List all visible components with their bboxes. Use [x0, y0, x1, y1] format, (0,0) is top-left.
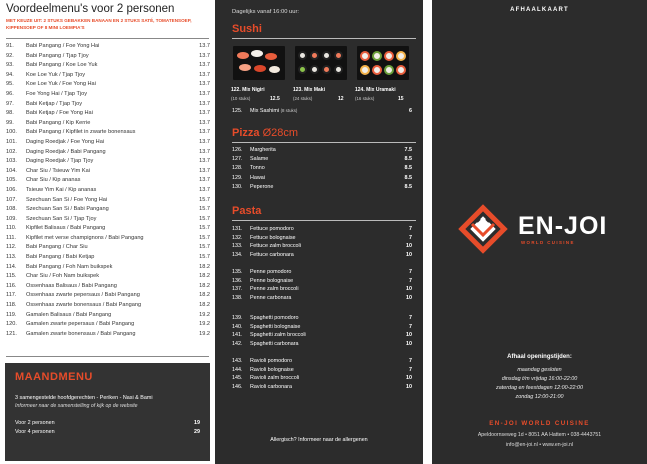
item-name: Ravioli pomodoro — [250, 358, 292, 364]
sushi-item: 123. Mix Maki — [293, 87, 325, 93]
menu-item — [6, 320, 210, 330]
item-number: 95. — [6, 81, 14, 88]
item-name: Tsieuw Yim Kai / Kip ananas — [26, 186, 97, 193]
maandmenu-box — [5, 363, 210, 461]
sushi-item-sub: (16 stuks) — [355, 96, 375, 101]
logo-subtitle: WORLD CUISINE — [521, 240, 575, 245]
item-name: Spaghetti zalm broccoli — [250, 332, 306, 339]
item-name: Daging Roedjak / Babi Pangang — [26, 148, 106, 155]
pizza-item — [232, 174, 412, 182]
menu-item — [6, 215, 210, 225]
item-price: 15.7 — [199, 254, 210, 261]
opening-hours-title: Afhaal openingstijden: — [507, 354, 572, 360]
sushi-item-price: 12 — [338, 96, 344, 102]
item-name: Spaghetti pomodoro — [250, 315, 299, 321]
item-name: Daging Roedjak / Foe Yong Hai — [26, 138, 105, 145]
sushi-title: Sushi — [232, 23, 262, 35]
opening-hours-line: zaterdag en feestdagen 12:00-22:00 — [496, 385, 583, 391]
menu-item — [6, 61, 210, 71]
item-number: 121. — [6, 330, 17, 337]
menu-item — [6, 205, 210, 215]
item-number: 142. — [232, 340, 243, 347]
item-price: 13.7 — [199, 119, 210, 126]
sushi-maki-image — [295, 46, 347, 80]
menu-item — [6, 311, 210, 321]
enjoi-logo-icon — [458, 204, 508, 254]
menu-item — [6, 80, 210, 90]
item-number: 136. — [232, 277, 243, 284]
item-number: 93. — [6, 62, 14, 69]
item-price: 18.2 — [199, 292, 210, 299]
maandmenu-title: MAANDMENU — [15, 371, 93, 383]
item-number: 126. — [232, 147, 243, 153]
item-price: 19.2 — [199, 321, 210, 328]
item-number: 96. — [6, 90, 14, 97]
menu-item — [6, 138, 210, 148]
page-title: Voordeelmenu's voor 2 personen — [6, 3, 175, 15]
item-name: Szechuan San Si / Babi Pangang — [26, 206, 109, 213]
item-number: 145. — [232, 375, 243, 382]
item-price: 18.2 — [199, 302, 210, 309]
sushi-item-price: 15 — [398, 96, 404, 102]
pizza-item — [232, 183, 412, 191]
item-number: 134. — [232, 251, 243, 258]
item-number: 107. — [6, 196, 17, 203]
menu-item — [6, 291, 210, 301]
item-name: Ravioli bolognaise — [250, 366, 294, 373]
item-name: Salame — [250, 156, 269, 163]
voordeel-list — [6, 42, 210, 339]
item-name: Fettuce carbonara — [250, 251, 294, 258]
maandmenu-option — [15, 429, 200, 437]
menu-item — [6, 263, 210, 273]
item-price: 7 — [409, 234, 412, 241]
item-price: 13.7 — [199, 100, 210, 107]
item-name: Kipfilet Balisaus / Babi Pangang — [26, 225, 106, 232]
sushi-nigiri-image — [233, 46, 285, 80]
pasta-item — [232, 277, 412, 285]
pasta-item — [232, 357, 412, 365]
item-number: 141. — [232, 332, 243, 339]
option-label: Voor 2 personen — [15, 420, 55, 426]
item-number: 143. — [232, 358, 243, 364]
item-price: 7 — [409, 226, 412, 232]
item-number: 105. — [6, 177, 17, 184]
item-price: 10 — [406, 243, 412, 250]
item-number: 139. — [232, 315, 243, 321]
pasta-item — [232, 314, 412, 322]
menu-subtitle: MET KEUZE UIT: 2 STUKS GEBAKKEN BANAAN EN 2 STUKS SATÉ, TOMATENSOEP, KIPPENSOEP OF 8 MINI LOEMPIA'S — [6, 18, 192, 30]
option-label: Voor 4 personen — [15, 429, 55, 435]
item-name: Gamalen Balisaus / Babi Pangang — [26, 311, 112, 318]
item-price: 18.2 — [199, 263, 210, 270]
item-name: Gamalen zwarte bonensaus / Babi Pangang — [26, 330, 136, 337]
item-name: Penne carbonara — [250, 294, 292, 301]
menu-item — [6, 119, 210, 129]
item-number: 117. — [6, 292, 17, 299]
pasta-item — [232, 323, 412, 331]
item-price: 7.5 — [404, 147, 412, 153]
item-name: Ossenhaas zwarte pepersaus / Babi Pangang — [26, 292, 140, 299]
item-number: 94. — [6, 71, 14, 78]
menu-item — [6, 176, 210, 186]
item-number: 110. — [6, 225, 17, 232]
item-number: 102. — [6, 148, 17, 155]
item-price: 8.5 — [404, 156, 412, 163]
item-number: 92. — [6, 52, 14, 59]
item-number: 129. — [232, 174, 243, 181]
right-panel — [432, 0, 647, 464]
option-price: 19 — [194, 420, 200, 426]
divider — [6, 38, 209, 39]
restaurant-name: EN-JOI WORLD CUISINE — [489, 420, 590, 427]
menu-item — [6, 109, 210, 119]
item-number: 114. — [6, 263, 17, 270]
pasta-item — [232, 294, 412, 302]
opening-hours-line: zondag 12:00-21:00 — [515, 394, 564, 400]
menu-item — [6, 52, 210, 62]
item-price: 8.5 — [404, 165, 412, 172]
item-number: 113. — [6, 254, 17, 261]
item-name: Ossenhaas Balisaus / Babi Pangang — [26, 282, 117, 289]
menu-item — [6, 167, 210, 177]
middle-panel — [215, 0, 423, 464]
allergy-note: Allergisch? Informeer naar de allergenen — [270, 437, 368, 443]
item-name: Babi Ketjap / Tjap Tjoy — [26, 100, 83, 107]
restaurant-contact: info@en-joi.nl • www.en-joi.nl — [505, 442, 574, 448]
menu-item — [6, 330, 210, 340]
sushi-item: 124. Mix Uramaki — [355, 87, 396, 93]
maandmenu-option — [15, 420, 200, 428]
item-price: 13.7 — [199, 110, 210, 117]
pasta-item — [232, 234, 412, 242]
pasta-item — [232, 374, 412, 382]
item-name: Babi Pangang / Foh Nam buikspek — [26, 263, 113, 270]
item-price: 13.7 — [199, 62, 210, 69]
menu-item — [6, 224, 210, 234]
item-name: Ravioli zalm broccoli — [250, 375, 300, 382]
item-price: 13.7 — [199, 167, 210, 174]
item-price: 7 — [409, 323, 412, 330]
item-price: 13.7 — [199, 71, 210, 78]
item-name: Penne zalm broccoli — [250, 286, 299, 293]
item-name: Babi Pangang / Char Siu — [26, 244, 88, 251]
item-name: Daging Roedjak / Tjap Tjoy — [26, 158, 94, 165]
maandmenu-description: 3 samengestelde hoofdgerechten - Periken - Nasi & Bami — [15, 395, 153, 401]
item-price: 10 — [406, 251, 412, 258]
item-price: 10 — [406, 286, 412, 293]
item-name: Penne pomodoro — [250, 269, 292, 275]
item-price: 7 — [409, 358, 412, 364]
item-price: 13.7 — [199, 138, 210, 145]
menu-item — [6, 272, 210, 282]
opening-hours-line: dinsdag t/m vrijdag 16:00-22:00 — [501, 376, 578, 382]
pasta-item — [232, 268, 412, 276]
item-number: 98. — [6, 110, 14, 117]
item-number: 108. — [6, 206, 17, 213]
item-price: 10 — [406, 383, 412, 390]
item-price: 15.7 — [199, 215, 210, 222]
item-number: 91. — [6, 43, 14, 49]
pasta-item — [232, 366, 412, 374]
divider — [232, 38, 416, 39]
logo-text: EN-JOI — [518, 212, 608, 240]
item-name: Koe Loe Yuk / Tjap Tjoy — [26, 71, 86, 78]
item-price: 19.2 — [199, 311, 210, 318]
item-name: Spaghetti carbonara — [250, 340, 299, 347]
item-price: 10 — [406, 340, 412, 347]
item-number: 116. — [6, 282, 17, 289]
divider — [232, 142, 416, 143]
item-name: Fettuce bolognaise — [250, 234, 296, 241]
item-number: 97. — [6, 100, 14, 107]
menu-item — [6, 253, 210, 263]
item-name: Tonno — [250, 165, 265, 172]
sushi-item-sub: (10 stuks) — [231, 96, 251, 101]
pizza-item — [232, 155, 412, 163]
menu-item — [6, 186, 210, 196]
menu-item — [6, 90, 210, 100]
item-number: 111. — [6, 234, 17, 241]
item-price: 13.7 — [199, 158, 210, 165]
item-name: Babi Pangang / Koe Loe Yuk — [26, 62, 98, 69]
pasta-item — [232, 251, 412, 259]
item-number: 140. — [232, 323, 243, 330]
sushi-uramaki-image — [357, 46, 409, 80]
menu-item — [6, 157, 210, 167]
item-name: Ravioli carbonara — [250, 383, 292, 390]
item-number: 146. — [232, 383, 243, 390]
item-number: 137. — [232, 286, 243, 293]
pizza-item — [232, 164, 412, 172]
item-price: 13.7 — [199, 90, 210, 97]
item-price: 7 — [409, 315, 412, 321]
item-name: Peperone — [250, 183, 274, 190]
item-price: 18.2 — [199, 282, 210, 289]
item-number: 128. — [232, 165, 243, 172]
item-price: 15.7 — [199, 225, 210, 232]
item-price: 8.5 — [404, 183, 412, 190]
item-price: 15.7 — [199, 244, 210, 251]
menu-item — [6, 196, 210, 206]
pasta-item — [232, 331, 412, 339]
item-name: Fettuce pomodoro — [250, 226, 294, 232]
divider — [232, 220, 416, 221]
menu-item — [6, 42, 210, 52]
item-price: 19.2 — [199, 330, 210, 337]
item-number: 104. — [6, 167, 17, 174]
item-number: 120. — [6, 321, 17, 328]
item-price: 13.7 — [199, 43, 210, 49]
menu-item — [6, 148, 210, 158]
item-name: Szechuan San Si / Foe Yong Hai — [26, 196, 108, 203]
item-name: Babi Pangang / Tjap Tjoy — [26, 52, 89, 59]
item-number: 115. — [6, 273, 17, 280]
item-price: 13.7 — [199, 81, 210, 88]
item-name: Babi Pangang / Babi Ketjap — [26, 254, 95, 261]
item-name: Kipfilet met verse champignons / Babi Pangang — [26, 234, 144, 241]
item-number: 101. — [6, 138, 17, 145]
pasta-item — [232, 225, 412, 233]
item-name: Hawai — [250, 174, 265, 181]
item-name: Char Siu / Tsieuw Yim Kai — [26, 167, 90, 174]
item-price: 15.7 — [199, 234, 210, 241]
left-panel — [0, 0, 215, 464]
item-price: 13.7 — [199, 177, 210, 184]
afhaalkaart-heading: AFHAALKAART — [510, 7, 569, 13]
item-name: Babi Pangang / Kip Kerrie — [26, 119, 91, 126]
restaurant-address: Apeldoornseweg 1d • 8051 AA Hattem • 038-4443751 — [477, 432, 602, 438]
item-name: Babi Pangang / Kipfilet in zwarte bonensaus — [26, 129, 136, 136]
item-price: 13.7 — [199, 148, 210, 155]
item-number: 127. — [232, 156, 243, 163]
item-number: 99. — [6, 119, 14, 126]
pizza-title: Pizza Ø28cm — [232, 127, 299, 139]
daily-note: Dagelijks vanaf 16:00 uur: — [232, 9, 300, 15]
item-price: 10 — [406, 332, 412, 339]
item-name: Char Siu / Foh Nam buikspek — [26, 273, 100, 280]
item-number: 133. — [232, 243, 243, 250]
menu-item — [6, 243, 210, 253]
item-price: 10 — [406, 294, 412, 301]
sushi-item-price: 12.5 — [270, 96, 280, 102]
item-name: Penne bolognaise — [250, 277, 294, 284]
item-price: 10 — [406, 375, 412, 382]
item-number: 131. — [232, 226, 243, 232]
menu-item — [6, 100, 210, 110]
menu-item — [6, 71, 210, 81]
panel-gap — [423, 0, 432, 464]
item-name: Margherita — [250, 147, 276, 153]
sushi-item-sub: (24 stuks) — [293, 96, 313, 101]
pasta-title: Pasta — [232, 205, 262, 217]
item-price: 7 — [409, 269, 412, 275]
item-name: Foe Yong Hai / Tjap Tjoy — [26, 90, 88, 97]
item-name: Gamalen zwarte pepersaus / Babi Pangang — [26, 321, 135, 328]
item-number: 138. — [232, 294, 243, 301]
menu-item — [6, 128, 210, 138]
pasta-item — [232, 383, 412, 391]
item-number: 130. — [232, 183, 243, 190]
menu-item — [6, 234, 210, 244]
item-number: 144. — [232, 366, 243, 373]
item-price: 15.7 — [199, 196, 210, 203]
opening-hours-line: maandag gesloten — [517, 367, 562, 373]
option-price: 29 — [194, 429, 200, 435]
item-price: 8.5 — [404, 174, 412, 181]
item-name: Szechuan San Si / Tjap Tjoy — [26, 215, 97, 222]
item-name: Babi Ketjap / Foe Yong Hai — [26, 110, 93, 117]
item-price: 13.7 — [199, 186, 210, 193]
sushi-item: 125. Mix Sashimi (8 stuks) 6 — [232, 108, 412, 114]
pizza-item — [232, 146, 412, 154]
item-name: Char Siu / Kip ananas — [26, 177, 81, 184]
pasta-item — [232, 242, 412, 250]
pasta-item — [232, 340, 412, 348]
pasta-item — [232, 285, 412, 293]
item-name: Fettuce zalm broccoli — [250, 243, 301, 250]
sushi-item: 122. Mix Nigiri — [231, 87, 265, 93]
item-number: 103. — [6, 158, 17, 165]
item-price: 7 — [409, 277, 412, 284]
item-number: 109. — [6, 215, 17, 222]
item-name: Koe Loe Yuk / Foe Yong Hai — [26, 81, 96, 88]
item-number: 118. — [6, 302, 17, 309]
item-number: 100. — [6, 129, 17, 136]
item-price: 7 — [409, 366, 412, 373]
maandmenu-note: Informeer naar de samenstelling of kijk op de website — [15, 403, 138, 409]
menu-item — [6, 301, 210, 311]
item-price: 15.7 — [199, 206, 210, 213]
divider — [6, 356, 209, 357]
item-number: 135. — [232, 269, 243, 275]
item-name: Ossenhaas zwarte bonensaus / Babi Pangang — [26, 302, 142, 309]
item-number: 119. — [6, 311, 17, 318]
item-price: 13.7 — [199, 52, 210, 59]
menu-item — [6, 282, 210, 292]
item-name: Spaghetti bolognaise — [250, 323, 301, 330]
item-price: 13.7 — [199, 129, 210, 136]
item-number: 106. — [6, 186, 17, 193]
item-number: 112. — [6, 244, 17, 251]
item-price: 18.2 — [199, 273, 210, 280]
item-name: Babi Pangang / Foe Yong Hai — [26, 43, 100, 49]
item-number: 132. — [232, 234, 243, 241]
